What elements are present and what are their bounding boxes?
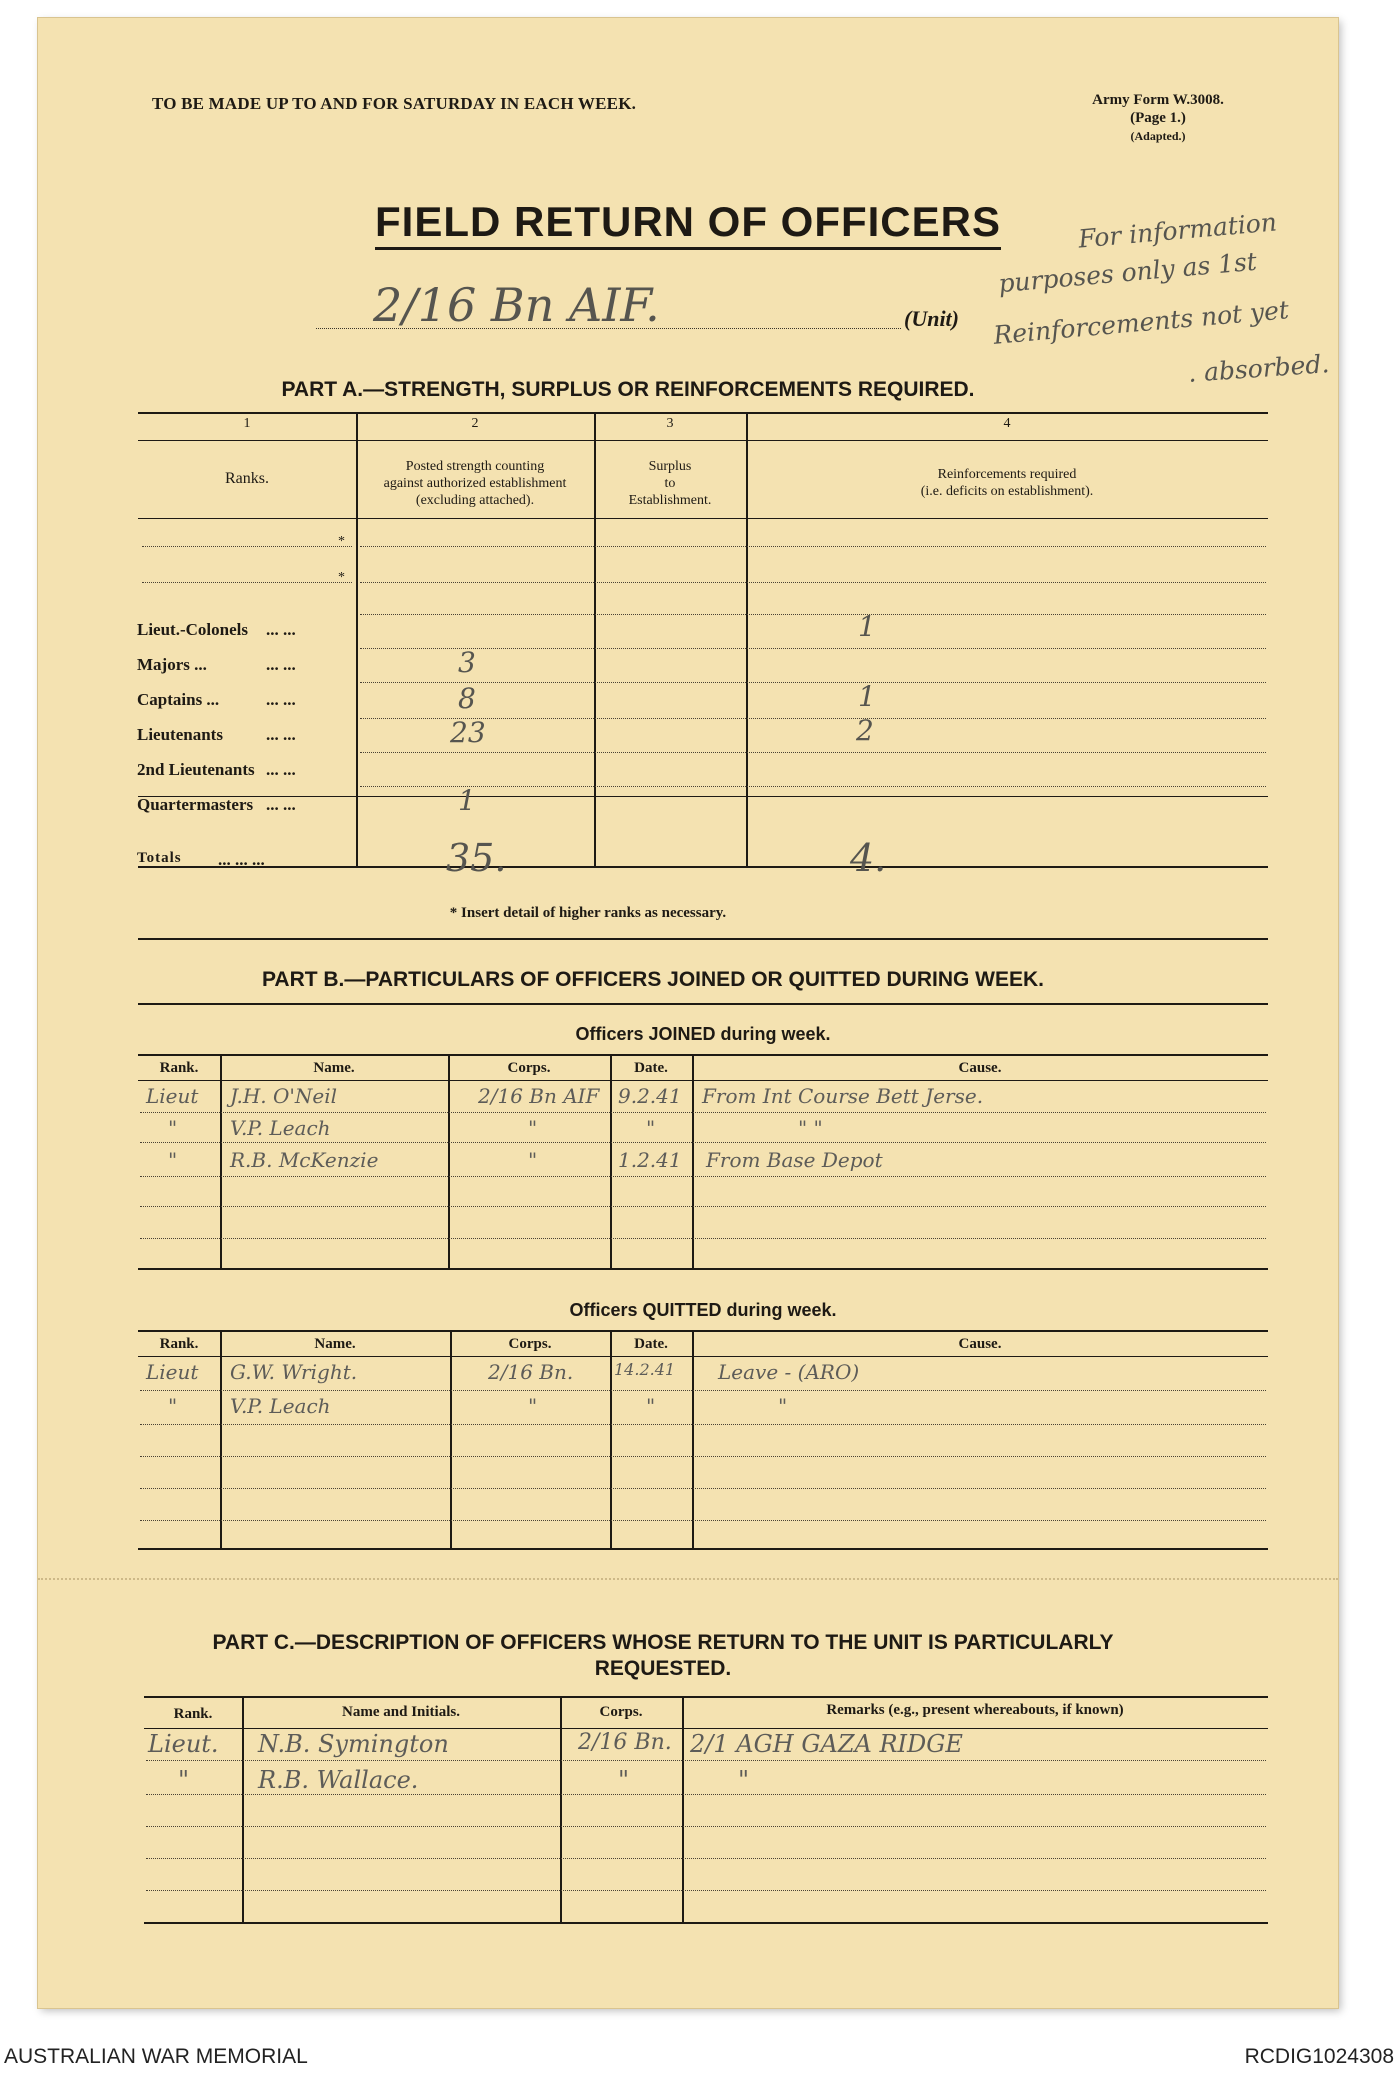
dotted-rule	[146, 1760, 1266, 1761]
dotted-rule	[146, 1858, 1266, 1859]
rank-dots: ... ...	[266, 725, 296, 744]
quitted-top-rule	[138, 1330, 1268, 1332]
part-c-header-rule	[144, 1728, 1268, 1729]
quitted-row-name: V.P. Leach	[230, 1394, 331, 1418]
dotted-rule	[140, 1176, 1266, 1177]
reinf-lieut-colonels: 1	[858, 610, 876, 643]
reinf-lieutenants: 2	[856, 714, 874, 747]
joined-top-rule	[138, 1054, 1268, 1056]
quitted-col-divider	[450, 1330, 452, 1548]
quitted-row-date: "	[646, 1394, 656, 1418]
form-number-block	[1058, 91, 1258, 145]
rank-label-majors: Majors ...	[137, 655, 207, 674]
totals-label: Totals	[137, 850, 182, 866]
joined-col-divider	[448, 1054, 450, 1268]
joined-header-rule	[138, 1080, 1268, 1081]
quitted-col-divider	[220, 1330, 222, 1548]
part-c-col-corps: Corps.	[599, 1704, 643, 1720]
part-c-bottom-rule	[144, 1922, 1268, 1924]
totals-reinforcements: 4.	[850, 836, 887, 880]
dotted-rule	[360, 648, 1266, 649]
quitted-col-divider	[692, 1330, 694, 1548]
joined-row-name: J.H. O'Neil	[230, 1084, 338, 1108]
col-header-surplus: Surplus to Establishment.	[628, 459, 712, 508]
joined-col-cause: Cause.	[958, 1060, 1002, 1076]
part-b-heading: PART B.—PARTICULARS OF OFFICERS JOINED OR QUITTED DURING WEEK.	[261, 968, 1045, 991]
dotted-rule	[360, 614, 1266, 615]
margin-note-line-4: . absorbed.	[1187, 349, 1331, 388]
col-number-1: 1	[243, 416, 251, 431]
joined-row-date: "	[646, 1116, 656, 1140]
part-c-col-divider	[682, 1696, 684, 1922]
part-a-footnote: * Insert detail of higher ranks as necessary.	[449, 905, 727, 921]
part-c-row-remarks: 2/1 AGH GAZA RIDGE	[690, 1730, 963, 1758]
dotted-rule	[146, 1890, 1266, 1891]
joined-row-cause: " "	[798, 1116, 823, 1140]
posted-lieutenants: 23	[450, 716, 486, 749]
form-number: Army Form W.3008.	[1092, 92, 1224, 108]
quitted-row-cause: "	[778, 1394, 788, 1418]
part-a-header-rule	[138, 518, 1268, 519]
rank-dots: ... ...	[266, 760, 296, 779]
col-number-3: 3	[666, 416, 674, 431]
posted-captains: 8	[458, 682, 476, 715]
part-c-row-rank: "	[178, 1766, 190, 1794]
rank-label-2nd-lieutenants: 2nd Lieutenants	[137, 760, 255, 779]
quitted-col-cause: Cause.	[958, 1336, 1002, 1352]
col-header-ranks: Ranks.	[225, 470, 269, 487]
joined-row-corps: "	[528, 1148, 538, 1172]
part-c-col-remarks: Remarks (e.g., present whereabouts, if known)	[826, 1702, 1124, 1718]
unit-label: (Unit)	[904, 306, 959, 331]
rank-label-lieut-colonels: Lieut.-Colonels	[137, 620, 248, 639]
part-c-col-divider	[242, 1696, 244, 1922]
dotted-rule	[140, 1424, 1266, 1425]
quitted-col-name: Name.	[314, 1336, 356, 1352]
joined-row-cause: From Int Course Bett Jerse.	[702, 1084, 984, 1108]
dotted-rule	[140, 1238, 1266, 1239]
quitted-col-rank: Rank.	[159, 1336, 199, 1352]
quitted-subheading: Officers QUITTED during week.	[569, 1300, 837, 1320]
posted-quartermasters: 1	[458, 784, 476, 817]
quitted-row-cause: Leave - (ARO)	[718, 1360, 860, 1384]
part-a-totals-rule	[138, 796, 1268, 797]
part-a-top-rule	[138, 412, 1268, 414]
col-header-posted: Posted strength counting against authorized establishment (excluding attached).	[383, 459, 567, 508]
dotted-rule	[360, 786, 1266, 787]
part-c-top-rule	[144, 1696, 1268, 1698]
form-page: (Page 1.)	[1130, 110, 1186, 126]
joined-row-rank: "	[168, 1148, 178, 1172]
rank-label-lieutenants: Lieutenants	[137, 725, 223, 744]
page-title: FIELD RETURN OF OFFICERS	[38, 198, 1338, 246]
joined-col-divider	[610, 1054, 612, 1268]
rank-dots: ... ...	[266, 655, 296, 674]
quitted-row-name: G.W. Wright.	[230, 1360, 358, 1384]
quitted-col-corps: Corps.	[508, 1336, 552, 1352]
form-instruction: TO BE MADE UP TO AND FOR SATURDAY IN EACH WEEK.	[152, 94, 637, 113]
dotted-rule	[360, 752, 1266, 753]
star-marker: *	[338, 570, 345, 585]
part-c-row-corps: 2/16 Bn.	[578, 1730, 672, 1755]
col-number-2: 2	[471, 416, 479, 431]
part-a-heading: PART A.—STRENGTH, SURPLUS OR REINFORCEMENTS REQUIRED.	[281, 378, 975, 401]
joined-bottom-rule	[138, 1268, 1268, 1270]
part-c-row-name: N.B. Symington	[258, 1730, 449, 1758]
margin-note-line-1: For information	[1077, 207, 1278, 254]
rank-label-captains: Captains ...	[137, 690, 220, 709]
dotted-rule	[140, 1206, 1266, 1207]
reinf-captains: 1	[858, 680, 876, 713]
joined-row-date: 9.2.41	[618, 1084, 682, 1108]
unit-value: 2/16 Bn AIF.	[373, 278, 660, 332]
part-b-rule	[138, 1003, 1268, 1005]
quitted-col-date: Date.	[634, 1336, 668, 1352]
dotted-rule	[140, 1488, 1266, 1489]
joined-row-rank: "	[168, 1116, 178, 1140]
quitted-col-divider	[610, 1330, 612, 1548]
rank-dots: ... ...	[266, 795, 296, 814]
part-c-col-name: Name and Initials.	[342, 1704, 460, 1720]
joined-row-name: R.B. McKenzie	[230, 1148, 379, 1172]
dotted-rule	[360, 682, 1266, 683]
part-c-row-remarks: "	[738, 1766, 750, 1794]
part-c-row-name: R.B. Wallace.	[258, 1766, 419, 1794]
quitted-row-date: 14.2.41	[614, 1360, 676, 1379]
dotted-rule	[140, 1112, 1266, 1113]
joined-col-name: Name.	[313, 1060, 355, 1076]
margin-note-line-2: purposes only as 1st	[997, 246, 1258, 299]
quitted-row-corps: 2/16 Bn.	[488, 1360, 574, 1384]
dotted-rule	[146, 1794, 1266, 1795]
quitted-row-corps: "	[528, 1394, 538, 1418]
joined-row-corps: 2/16 Bn AIF	[478, 1084, 600, 1108]
perforation-line	[38, 1578, 1338, 1580]
joined-subheading: Officers JOINED during week.	[575, 1024, 831, 1044]
rank-dots: ... ...	[266, 690, 296, 709]
margin-note-line-3: Reinforcements not yet	[992, 295, 1291, 350]
footer-id: RCDIG1024308	[1244, 2045, 1394, 2068]
joined-col-rank: Rank.	[159, 1060, 199, 1076]
quitted-bottom-rule	[138, 1548, 1268, 1550]
col-number-4: 4	[1003, 416, 1011, 431]
dotted-rule	[146, 1826, 1266, 1827]
part-c-row-rank: Lieut.	[148, 1730, 219, 1758]
quitted-header-rule	[138, 1356, 1268, 1357]
dotted-rule	[140, 1520, 1266, 1521]
part-a-footnote-rule	[138, 938, 1268, 940]
dotted-rule	[360, 718, 1266, 719]
part-c-col-divider	[560, 1696, 562, 1922]
part-a-bottom-rule	[138, 866, 1268, 868]
totals-posted: 35.	[446, 836, 507, 880]
joined-row-corps: "	[528, 1116, 538, 1140]
quitted-row-rank: "	[168, 1394, 178, 1418]
joined-row-cause: From Base Depot	[706, 1148, 883, 1172]
quitted-row-rank: Lieut	[146, 1360, 199, 1384]
posted-majors: 3	[458, 646, 476, 679]
dotted-rule	[140, 1456, 1266, 1457]
joined-col-divider	[220, 1054, 222, 1268]
dotted-rule	[360, 546, 1266, 547]
rank-dots: ... ...	[266, 620, 296, 639]
part-a-num-rule	[138, 440, 1268, 441]
form-sheet	[38, 18, 1338, 2008]
col-header-reinforcements: Reinforcements required (i.e. deficits on establishment).	[920, 467, 1094, 499]
joined-row-rank: Lieut	[146, 1084, 199, 1108]
part-c-row-corps: "	[618, 1766, 630, 1794]
star-marker: *	[338, 534, 345, 549]
dotted-rule	[360, 582, 1266, 583]
joined-col-date: Date.	[634, 1060, 668, 1076]
joined-col-corps: Corps.	[507, 1060, 551, 1076]
form-adapted: (Adapted.)	[1130, 129, 1186, 143]
joined-col-divider	[692, 1054, 694, 1268]
dotted-rule	[140, 1142, 1266, 1143]
dotted-rule	[142, 582, 352, 583]
rank-label-quartermasters: Quartermasters	[137, 795, 254, 814]
joined-row-name: V.P. Leach	[230, 1116, 331, 1140]
joined-row-date: 1.2.41	[618, 1148, 682, 1172]
part-c-heading: PART C.—DESCRIPTION OF OFFICERS WHOSE RETURN TO THE UNIT IS PARTICULARLY REQUESTED.	[212, 1631, 1114, 1680]
footer-source: AUSTRALIAN WAR MEMORIAL	[4, 2045, 308, 2068]
part-c-col-rank: Rank.	[173, 1706, 213, 1722]
dotted-rule	[142, 546, 352, 547]
totals-dots: ... ... ...	[218, 850, 265, 869]
dotted-rule	[140, 1390, 1266, 1391]
